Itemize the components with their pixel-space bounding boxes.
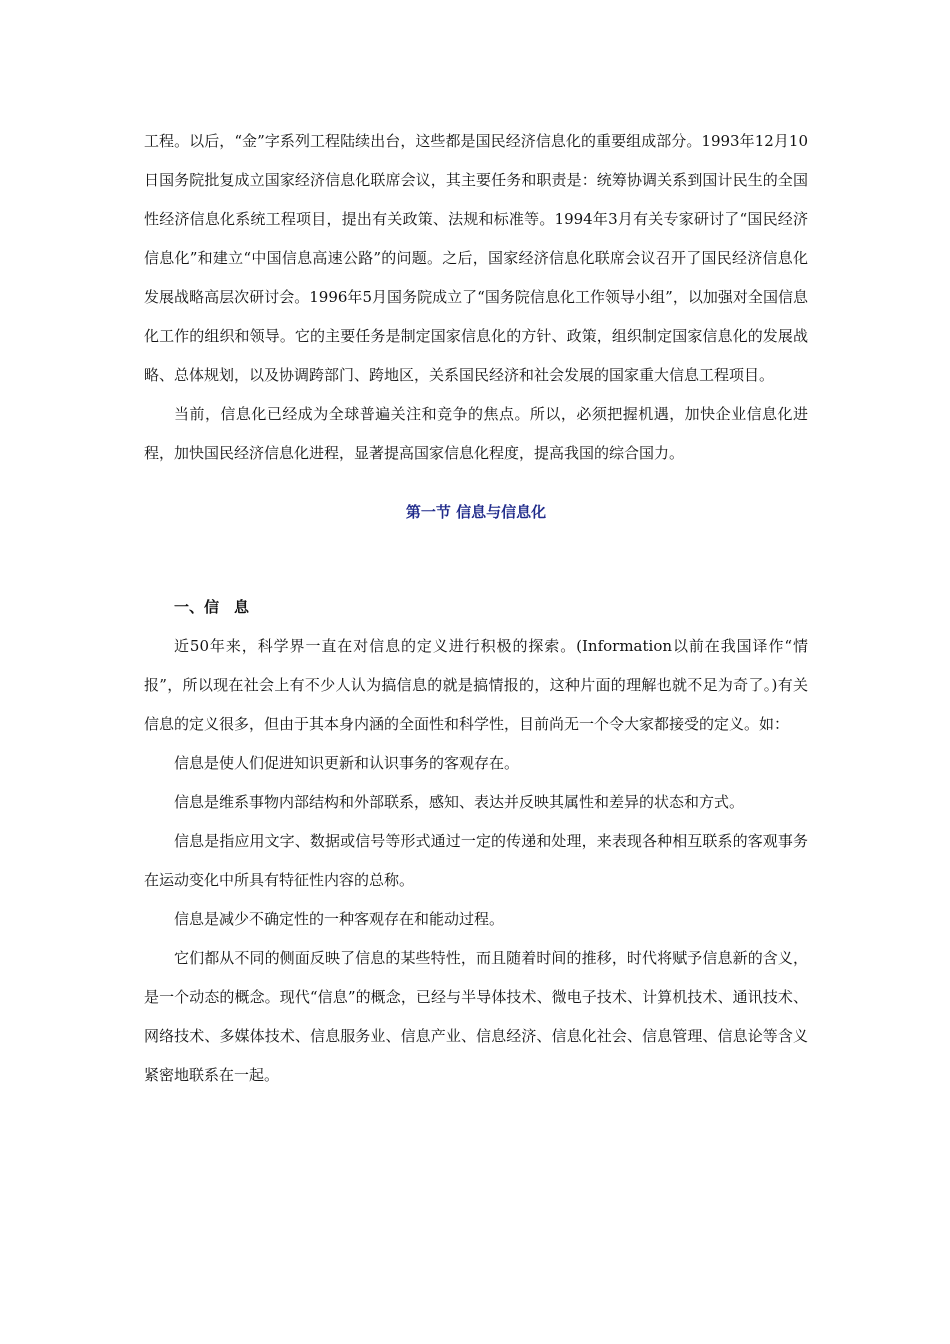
section-spacer — [144, 532, 808, 588]
paragraph-definition-4: 信息是减少不确定性的一种客观存在和能动过程。 — [174, 910, 505, 928]
subheading-information: 一、信 息 — [174, 598, 250, 616]
section-title: 第一节 信息与信息化 — [405, 503, 547, 521]
paragraph-definition-summary: 它们都从不同的侧面反映了信息的某些特性，而且随着时间的推移，时代将赋予信息新的含义，是一个动态的概念。现代“信息”的概念，已经与半导体技术、微电子技术、计算机技术、通讯技术、网络技术、多媒体技术、信息服务业、信息产业、信息经济、信息化社会、信息管理、信息论等含义紧密地联系在一起。 — [144, 949, 808, 1084]
paragraph-definition-2: 信息是维系事物内部结构和外部联系，感知、表达并反映其属性和差异的状态和方式。 — [174, 793, 745, 811]
paragraph-current-focus: 当前，信息化已经成为全球普遍关注和竞争的焦点。所以，必须把握机遇，加快企业信息化进程，加快国民经济信息化进程，显著提高国家信息化程度，提高我国的综合国力。 — [144, 405, 808, 462]
paragraph-definition-1: 信息是使人们促进知识更新和认识事务的客观存在。 — [174, 754, 520, 772]
document-body — [144, 122, 808, 1095]
paragraph-informatization-history: 工程。以后，“金”字系列工程陆续出台，这些都是国民经济信息化的重要组成部分。1993年12月10日国务院批复成立国家经济信息化联席会议，其主要任务和职责是：统筹协调关系到国计民生的全国性经济信息化系统工程项目，提出有关政策、法规和标准等。1994年3月有关专家研讨了“国民经济信息化”和建立“中国信息高速公路”的问题。之后，国家经济信息化联席会议召开了国民经济信息化发展战略高层次研讨会。1996年5月国务院成立了“国务院信息化工作领导小组”，以加强对全国信息化工作的组织和领导。它的主要任务是制定国家信息化的方针、政策，组织制定国家信息化的发展战略、总体规划，以及协调跨部门、跨地区，关系国民经济和社会发展的国家重大信息工程项目。 — [144, 132, 808, 384]
paragraph-definition-3: 信息是指应用文字、数据或信号等形式通过一定的传递和处理，来表现各种相互联系的客观事务在运动变化中所具有特征性内容的总称。 — [144, 832, 808, 889]
paragraph-definition-intro: 近50年来，科学界一直在对信息的定义进行积极的探索。(Information以前在我国译作“情报”，所以现在社会上有不少人认为搞信息的就是搞情报的，这种片面的理解也就不足为奇了。)有关信息的定义很多，但由于其本身内涵的全面性和科学性，目前尚无一个令大家都接受的定义。如： — [144, 637, 808, 733]
